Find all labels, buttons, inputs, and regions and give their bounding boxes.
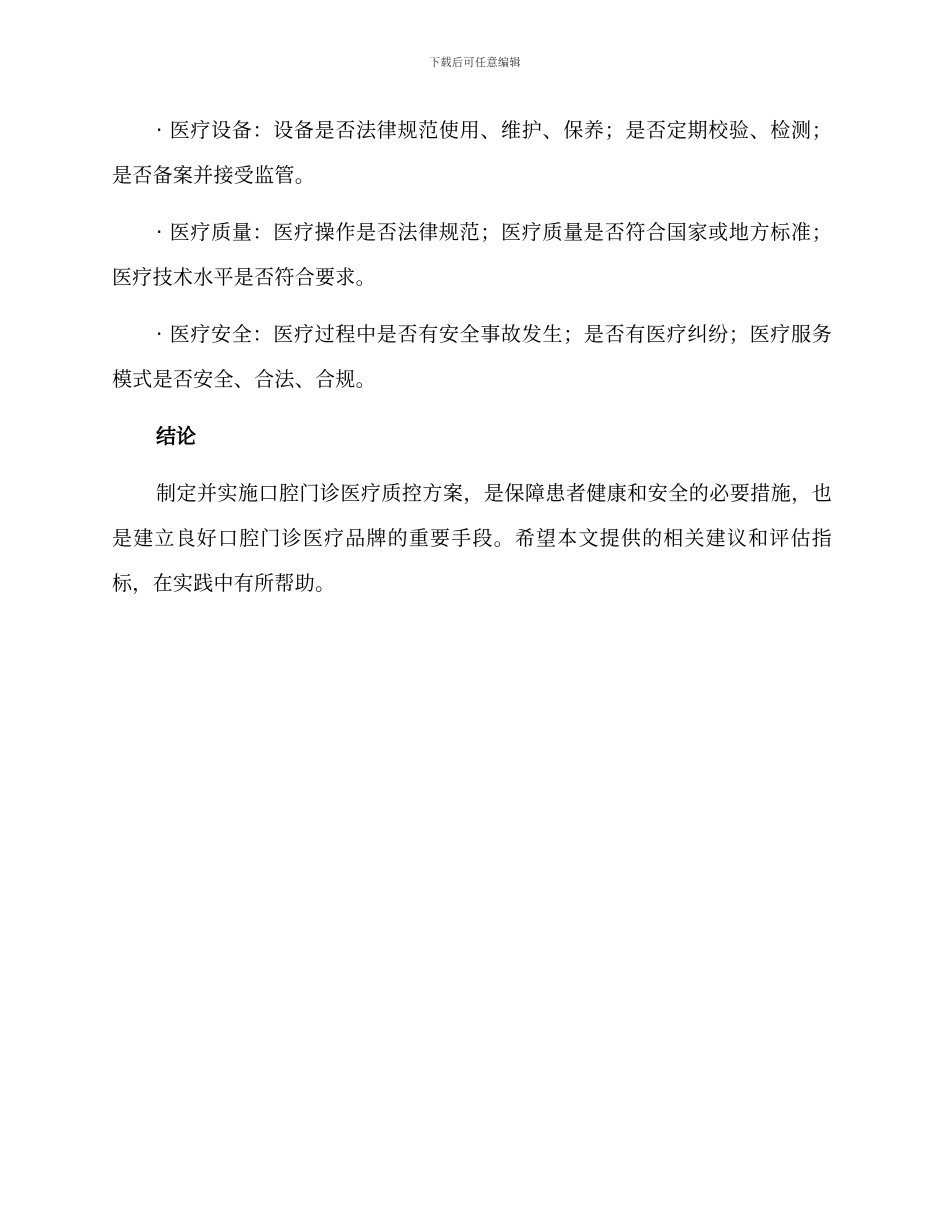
conclusion-paragraph: 制定并实施口腔门诊医疗质控方案，是保障患者健康和安全的必要措施，也是建立良好口腔门诊医疗品牌的重要手段。希望本文提供的相关建议和评估指标，在实践中有所帮助。 bbox=[112, 481, 832, 595]
bullet-item-quality: · 医疗质量：医疗操作是否法律规范；医疗质量是否符合国家或地方标准；医疗技术水平是否符合要求。 bbox=[112, 220, 832, 289]
bullet-item-equipment: · 医疗设备：设备是否法律规范使用、维护、保养；是否定期校验、检测；是否备案并接受监管。 bbox=[112, 118, 832, 187]
section-heading-conclusion: 结论 bbox=[156, 424, 196, 448]
bullet-item-safety: · 医疗安全：医疗过程中是否有安全事故发生；是否有医疗纠纷；医疗服务模式是否安全、合法、合规。 bbox=[112, 322, 832, 391]
document-body bbox=[112, 108, 832, 618]
page-header-note: 下载后可任意编辑 bbox=[429, 56, 521, 69]
